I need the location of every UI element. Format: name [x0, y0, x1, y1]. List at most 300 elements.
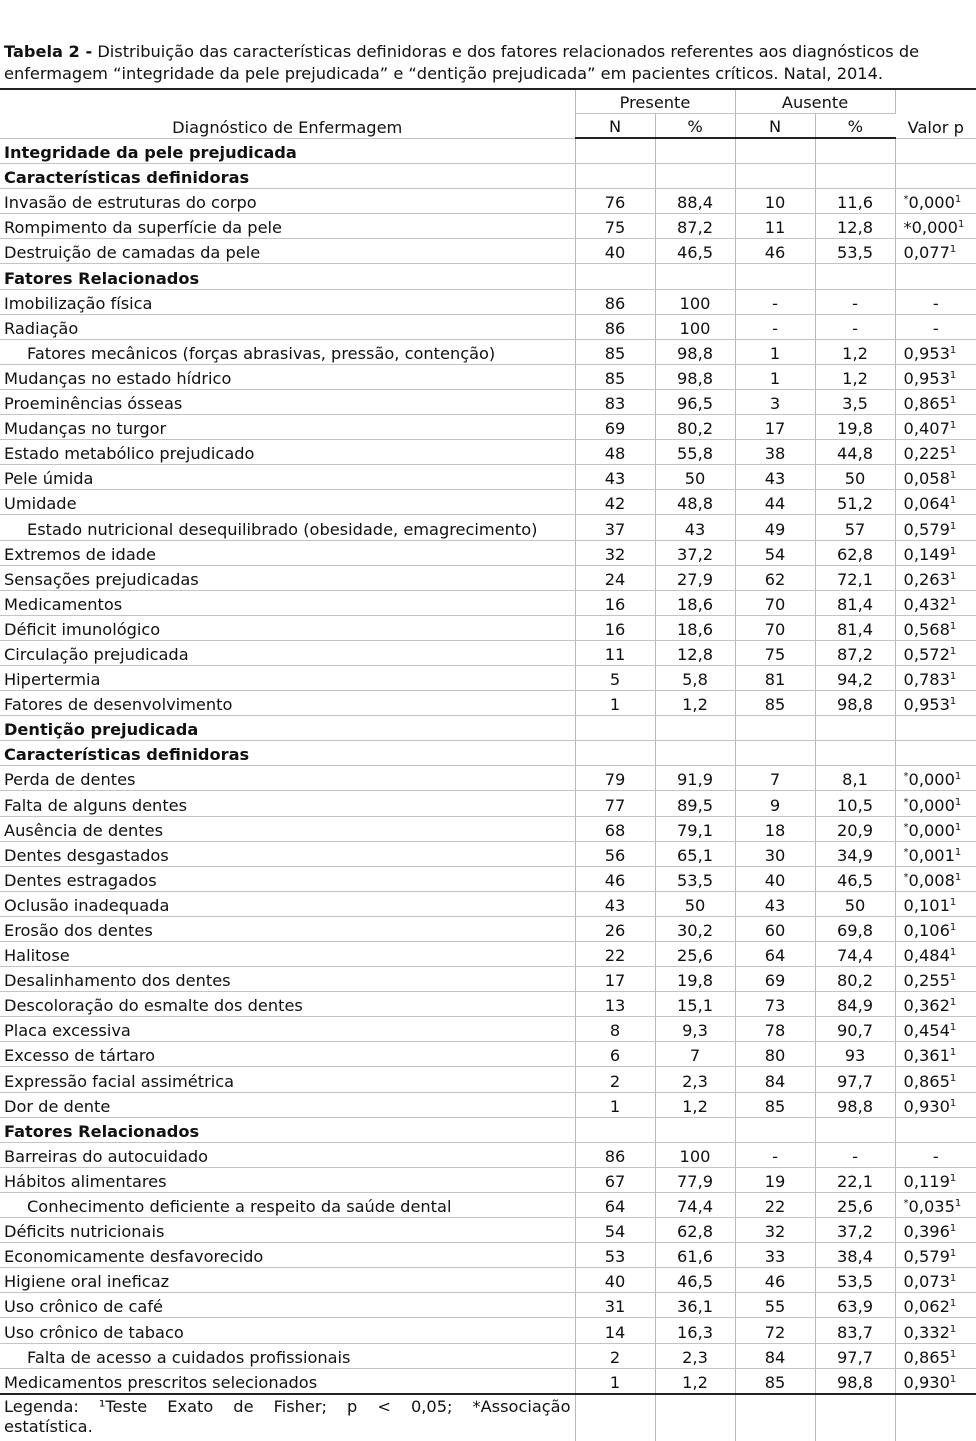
absent-pct: 63,9 [815, 1293, 895, 1318]
empty-cell [815, 716, 895, 741]
absent-pct: 25,6 [815, 1192, 895, 1217]
present-pct: 65,1 [655, 841, 735, 866]
present-n: 79 [575, 766, 655, 791]
p-value-cell [895, 1243, 976, 1268]
present-pct: 1,2 [655, 1092, 735, 1117]
table-row [0, 1142, 976, 1167]
present-n: 1 [575, 1368, 655, 1394]
absent-pct: 20,9 [815, 816, 895, 841]
footnote-marker: 1 [954, 796, 962, 808]
empty-cell [895, 716, 976, 741]
absent-n: 85 [735, 1092, 815, 1117]
absent-n: 70 [735, 615, 815, 640]
p-value: 0,568 [903, 619, 950, 639]
p-value-cell [895, 691, 976, 716]
present-pct: 1,2 [655, 691, 735, 716]
present-pct: 96,5 [655, 389, 735, 414]
absent-pct: 8,1 [815, 766, 895, 791]
p-value: 0,362 [903, 996, 950, 1016]
row-label: Descoloração do esmalte dos dentes [0, 992, 575, 1017]
present-n: 24 [575, 565, 655, 590]
present-pct: 98,8 [655, 339, 735, 364]
absent-n: - [735, 1142, 815, 1167]
p-value: 0,396 [903, 1222, 950, 1242]
footnote-marker: 1 [949, 1097, 957, 1109]
p-value-cell [895, 289, 976, 314]
present-pct: 100 [655, 1142, 735, 1167]
present-n: 2 [575, 1343, 655, 1368]
absent-pct: - [815, 314, 895, 339]
p-value-cell [895, 816, 976, 841]
table-row [0, 841, 976, 866]
header-row-groups [0, 89, 976, 114]
row-label: Medicamentos prescritos selecionados [0, 1368, 575, 1394]
absent-pct: 50 [815, 891, 895, 916]
row-label: Desalinhamento dos dentes [0, 967, 575, 992]
empty-cell [815, 164, 895, 189]
present-n: 32 [575, 540, 655, 565]
present-n: 83 [575, 389, 655, 414]
section-label: Dentição prejudicada [0, 716, 575, 741]
present-n: 14 [575, 1318, 655, 1343]
footnote-marker: 1 [949, 520, 957, 532]
absent-pct: 19,8 [815, 415, 895, 440]
footnote-marker: 1 [954, 194, 962, 206]
absent-pct: 97,7 [815, 1067, 895, 1092]
absent-n: 46 [735, 239, 815, 264]
absent-pct: 98,8 [815, 691, 895, 716]
absent-pct: 11,6 [815, 189, 895, 214]
table-row [0, 615, 976, 640]
section-label: Integridade da pele prejudicada [0, 138, 575, 164]
table-row [0, 440, 976, 465]
row-label: Oclusão inadequada [0, 891, 575, 916]
present-pct: 30,2 [655, 916, 735, 941]
footnote-marker: 1 [949, 645, 957, 657]
table-row [0, 415, 976, 440]
p-value-cell [895, 841, 976, 866]
footnote-marker: 1 [949, 1323, 957, 1335]
table-row [0, 891, 976, 916]
footnote-marker: 1 [949, 1223, 957, 1235]
p-value: 0,332 [903, 1322, 950, 1342]
absent-n: - [735, 314, 815, 339]
footnote-marker: 1 [949, 570, 957, 582]
p-value: 0,263 [903, 569, 950, 589]
row-label: Imobilização física [0, 289, 575, 314]
empty-cell [735, 164, 815, 189]
p-value-cell [895, 214, 976, 239]
row-label: Déficits nutricionais [0, 1218, 575, 1243]
p-value-cell [895, 490, 976, 515]
present-pct: 100 [655, 289, 735, 314]
table-row [0, 1042, 976, 1067]
row-label: Radiação [0, 314, 575, 339]
absent-pct: 98,8 [815, 1368, 895, 1394]
present-pct: 25,6 [655, 942, 735, 967]
row-label: Erosão dos dentes [0, 916, 575, 941]
absent-pct: 44,8 [815, 440, 895, 465]
table-row [0, 640, 976, 665]
absent-n: 1 [735, 339, 815, 364]
p-value: 0,073 [903, 1272, 950, 1292]
table-row [0, 339, 976, 364]
row-label: Rompimento da superfície da pele [0, 214, 575, 239]
present-pct: 46,5 [655, 1268, 735, 1293]
present-pct: 100 [655, 314, 735, 339]
present-n: 76 [575, 189, 655, 214]
empty-cell [895, 264, 976, 289]
table-row [0, 1318, 976, 1343]
footnote-marker: 1 [954, 821, 962, 833]
row-label: Uso crônico de café [0, 1293, 575, 1318]
table-row [0, 289, 976, 314]
empty-cell [575, 1394, 655, 1441]
absent-pct: 46,5 [815, 866, 895, 891]
p-value: 0,000 [908, 820, 955, 840]
present-n: 43 [575, 465, 655, 490]
footnote-marker: 1 [949, 1348, 957, 1360]
absent-n: 60 [735, 916, 815, 941]
absent-n: 49 [735, 515, 815, 540]
present-n: 86 [575, 289, 655, 314]
empty-cell [735, 1394, 815, 1441]
header-group-present: Presente [575, 89, 735, 114]
table-caption [4, 41, 974, 85]
empty-cell [655, 716, 735, 741]
row-label: Hipertermia [0, 665, 575, 690]
p-value: 0,572 [903, 644, 950, 664]
p-value: 0,149 [903, 544, 950, 564]
p-value-cell [895, 1343, 976, 1368]
row-label: Dor de dente [0, 1092, 575, 1117]
p-value: 0,001 [908, 845, 955, 865]
p-value: 0,953 [903, 343, 950, 363]
table-row [0, 214, 976, 239]
present-pct: 79,1 [655, 816, 735, 841]
empty-cell [575, 164, 655, 189]
p-value: 0,000 [908, 193, 955, 213]
p-value-cell [895, 1192, 976, 1217]
present-pct: 18,6 [655, 615, 735, 640]
absent-n: 32 [735, 1218, 815, 1243]
footnote-marker: 1 [954, 1198, 962, 1210]
present-n: 1 [575, 691, 655, 716]
empty-cell [575, 138, 655, 164]
p-value: 0,865 [903, 1071, 950, 1091]
absent-n: 10 [735, 189, 815, 214]
footnote-marker: 1 [949, 671, 957, 683]
significance-marker: * [903, 194, 909, 206]
absent-n: 78 [735, 1017, 815, 1042]
p-value-cell [895, 339, 976, 364]
absent-n: 1 [735, 364, 815, 389]
absent-n: 80 [735, 1042, 815, 1067]
row-label: Excesso de tártaro [0, 1042, 575, 1067]
present-pct: 43 [655, 515, 735, 540]
p-value-cell [895, 615, 976, 640]
p-value: 0,930 [903, 1372, 950, 1392]
footnote-marker: 1 [949, 972, 957, 984]
footnote-marker: 1 [949, 1022, 957, 1034]
p-value-cell [895, 1092, 976, 1117]
row-label: Sensações prejudicadas [0, 565, 575, 590]
absent-n: 81 [735, 665, 815, 690]
empty-cell [735, 138, 815, 164]
empty-cell [895, 138, 976, 164]
table-row [0, 314, 976, 339]
p-value-cell [895, 314, 976, 339]
p-value: 0,407 [903, 419, 950, 439]
absent-n: 54 [735, 540, 815, 565]
section-row [0, 741, 976, 766]
absent-n: 33 [735, 1243, 815, 1268]
footnote-marker: 1 [949, 1373, 957, 1385]
p-value-cell [895, 440, 976, 465]
footnote-marker: 1 [949, 369, 957, 381]
present-pct: 16,3 [655, 1318, 735, 1343]
p-value-cell [895, 1017, 976, 1042]
present-n: 64 [575, 1192, 655, 1217]
p-value: 0,225 [903, 444, 950, 464]
table-row [0, 665, 976, 690]
legend-row [0, 1394, 976, 1441]
p-value: 0,101 [903, 895, 950, 915]
absent-n: 17 [735, 415, 815, 440]
absent-n: 44 [735, 490, 815, 515]
row-label: Placa excessiva [0, 1017, 575, 1042]
present-n: 17 [575, 967, 655, 992]
present-n: 69 [575, 415, 655, 440]
row-label: Falta de alguns dentes [0, 791, 575, 816]
row-label: Dentes desgastados [0, 841, 575, 866]
row-label: Halitose [0, 942, 575, 967]
row-label: Ausência de dentes [0, 816, 575, 841]
empty-cell [575, 1117, 655, 1142]
p-value: 0,064 [903, 494, 950, 514]
row-label: Mudanças no turgor [0, 415, 575, 440]
row-label: Déficit imunológico [0, 615, 575, 640]
absent-pct: 51,2 [815, 490, 895, 515]
p-value-cell [895, 515, 976, 540]
present-n: 48 [575, 440, 655, 465]
present-pct: 77,9 [655, 1167, 735, 1192]
p-value-cell [895, 992, 976, 1017]
absent-pct: 38,4 [815, 1243, 895, 1268]
row-label: Fatores mecânicos (forças abrasivas, pressão, contenção) [0, 339, 575, 364]
header-pvalue: Valor p [895, 89, 976, 138]
table-row [0, 540, 976, 565]
row-label: Invasão de estruturas do corpo [0, 189, 575, 214]
absent-pct: 10,5 [815, 791, 895, 816]
table-row [0, 1293, 976, 1318]
section-row [0, 164, 976, 189]
present-n: 6 [575, 1042, 655, 1067]
present-pct: 7 [655, 1042, 735, 1067]
present-n: 8 [575, 1017, 655, 1042]
p-value-cell [895, 540, 976, 565]
table-row [0, 691, 976, 716]
absent-n: 85 [735, 1368, 815, 1394]
present-n: 46 [575, 866, 655, 891]
table-row [0, 967, 976, 992]
header-group-absent: Ausente [735, 89, 895, 114]
footnote-marker: 1 [954, 771, 962, 783]
p-value-cell [895, 1167, 976, 1192]
absent-n: - [735, 289, 815, 314]
absent-pct: 90,7 [815, 1017, 895, 1042]
present-n: 16 [575, 590, 655, 615]
row-label: Hábitos alimentares [0, 1167, 575, 1192]
p-value: 0,865 [903, 1347, 950, 1367]
present-n: 86 [575, 1142, 655, 1167]
present-n: 77 [575, 791, 655, 816]
significance-marker: * [903, 846, 909, 858]
present-n: 42 [575, 490, 655, 515]
present-pct: 89,5 [655, 791, 735, 816]
row-label: Uso crônico de tabaco [0, 1318, 575, 1343]
p-value-cell [895, 1067, 976, 1092]
header-absent-n: N [735, 114, 815, 139]
present-n: 75 [575, 214, 655, 239]
footnote-marker: 1 [949, 445, 957, 457]
row-label: Estado metabólico prejudicado [0, 440, 575, 465]
row-label: Mudanças no estado hídrico [0, 364, 575, 389]
data-table [0, 88, 976, 1441]
absent-pct: 50 [815, 465, 895, 490]
absent-pct: 97,7 [815, 1343, 895, 1368]
row-label: Dentes estragados [0, 866, 575, 891]
p-value-cell [895, 665, 976, 690]
present-n: 68 [575, 816, 655, 841]
absent-n: 72 [735, 1318, 815, 1343]
table-row [0, 1017, 976, 1042]
absent-pct: 53,5 [815, 1268, 895, 1293]
p-value-cell [895, 1318, 976, 1343]
empty-cell [655, 741, 735, 766]
absent-n: 55 [735, 1293, 815, 1318]
absent-n: 62 [735, 565, 815, 590]
table-row [0, 1268, 976, 1293]
present-n: 37 [575, 515, 655, 540]
footnote-marker: 1 [949, 1298, 957, 1310]
present-pct: 55,8 [655, 440, 735, 465]
row-label: Falta de acesso a cuidados profissionais [0, 1343, 575, 1368]
footnote-marker: 1 [949, 420, 957, 432]
present-pct: 12,8 [655, 640, 735, 665]
significance-marker: * [903, 771, 909, 783]
present-pct: 9,3 [655, 1017, 735, 1042]
row-label: Pele úmida [0, 465, 575, 490]
table-row [0, 816, 976, 841]
absent-n: 40 [735, 866, 815, 891]
p-value-cell [895, 590, 976, 615]
footnote-marker: 1 [949, 922, 957, 933]
caption-text: Distribuição das características definidoras e dos fatores relacionados referentes aos diagnósticos de enfermagem “integridade da pele prejudicada” e “dentição prejudicada” em pacientes críticos. Natal, 2014. [4, 42, 920, 83]
footnote-marker: 1 [949, 896, 957, 908]
p-value: 0,119 [903, 1171, 950, 1191]
empty-cell [895, 1394, 976, 1441]
p-value: 0,953 [903, 368, 950, 388]
absent-pct: 74,4 [815, 942, 895, 967]
absent-n: 3 [735, 389, 815, 414]
row-label: Higiene oral ineficaz [0, 1268, 575, 1293]
p-value-cell [895, 389, 976, 414]
row-label: Extremos de idade [0, 540, 575, 565]
absent-n: 46 [735, 1268, 815, 1293]
table-row [0, 992, 976, 1017]
absent-pct: 72,1 [815, 565, 895, 590]
p-value: 0,930 [903, 1096, 950, 1116]
absent-n: 64 [735, 942, 815, 967]
header-present-n: N [575, 114, 655, 139]
absent-n: 19 [735, 1167, 815, 1192]
empty-cell [735, 264, 815, 289]
absent-n: 70 [735, 590, 815, 615]
legend [0, 1394, 575, 1441]
empty-cell [655, 138, 735, 164]
absent-n: 84 [735, 1067, 815, 1092]
absent-pct: 3,5 [815, 389, 895, 414]
footnote-marker: 1 [949, 1047, 957, 1059]
p-value-cell [895, 967, 976, 992]
p-value: 0,783 [903, 670, 950, 690]
present-pct: 53,5 [655, 866, 735, 891]
row-label: Conhecimento deficiente a respeito da saúde dental [0, 1192, 575, 1217]
table-row [0, 1167, 976, 1192]
footnote-marker: 1 [949, 595, 957, 607]
present-pct: 91,9 [655, 766, 735, 791]
absent-n: 30 [735, 841, 815, 866]
p-value-cell [895, 1268, 976, 1293]
present-pct: 27,9 [655, 565, 735, 590]
absent-pct: 62,8 [815, 540, 895, 565]
p-value: 0,000 [911, 218, 958, 238]
present-n: 56 [575, 841, 655, 866]
p-value: - [932, 318, 939, 338]
absent-n: 9 [735, 791, 815, 816]
present-pct: 46,5 [655, 239, 735, 264]
present-pct: 36,1 [655, 1293, 735, 1318]
present-pct: 87,2 [655, 214, 735, 239]
present-pct: 50 [655, 891, 735, 916]
p-value: 0,579 [903, 1247, 950, 1267]
absent-pct: 1,2 [815, 364, 895, 389]
footnote-marker: 1 [949, 545, 957, 557]
table-row [0, 1368, 976, 1394]
footnote-marker: 1 [949, 344, 957, 356]
empty-cell [655, 264, 735, 289]
empty-cell [655, 1394, 735, 1441]
absent-n: 18 [735, 816, 815, 841]
present-pct: 50 [655, 465, 735, 490]
p-value: 0,454 [903, 1021, 950, 1041]
table-row [0, 1243, 976, 1268]
present-n: 40 [575, 239, 655, 264]
footnote-marker: 1 [949, 1248, 957, 1260]
present-n: 1 [575, 1092, 655, 1117]
empty-cell [815, 264, 895, 289]
absent-pct: 12,8 [815, 214, 895, 239]
row-label: Barreiras do autocuidado [0, 1142, 575, 1167]
present-pct: 37,2 [655, 540, 735, 565]
absent-pct: - [815, 1142, 895, 1167]
p-value-cell [895, 1218, 976, 1243]
absent-pct: 93 [815, 1042, 895, 1067]
p-value: 0,255 [903, 971, 950, 991]
header-absent-pct: % [815, 114, 895, 139]
present-pct: 15,1 [655, 992, 735, 1017]
